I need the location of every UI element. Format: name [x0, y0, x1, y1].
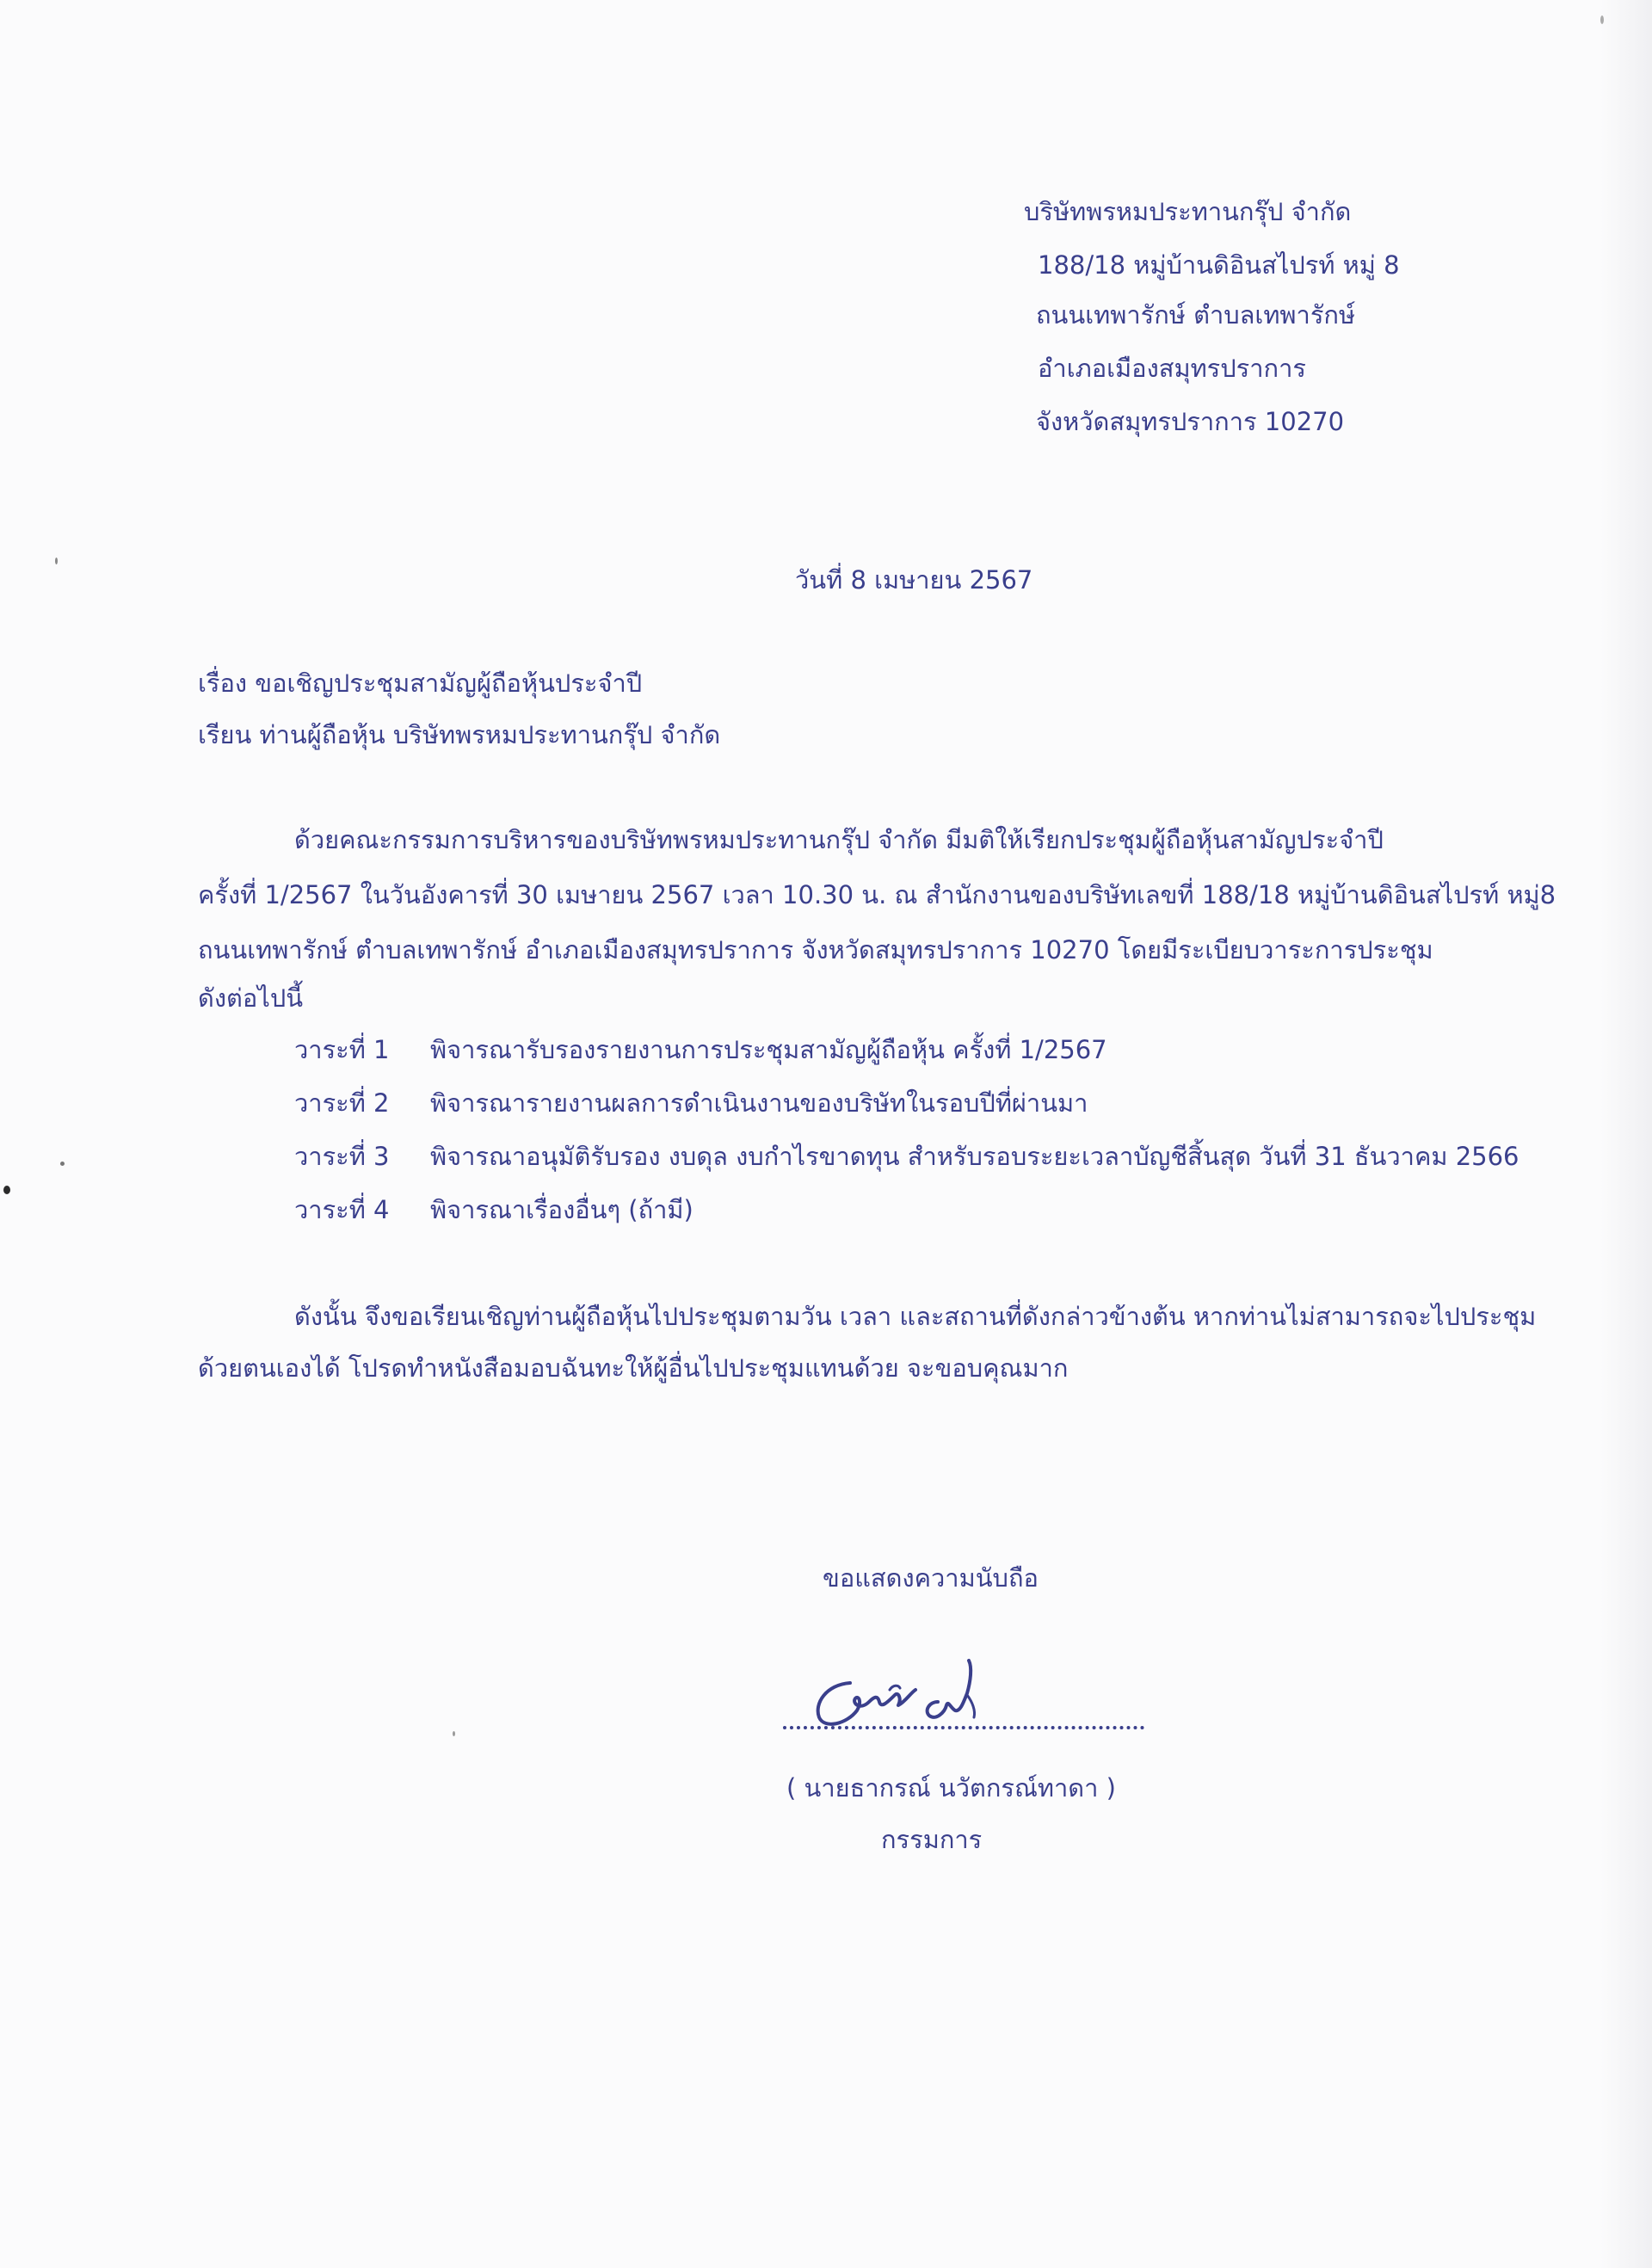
- letter-subject: เรื่อง ขอเชิญประชุมสามัญผู้ถือหุ้นประจำปี: [198, 669, 643, 698]
- closing-phrase: ขอแสดงความนับถือ: [823, 1563, 1039, 1593]
- sender-address-line-2: ถนนเทพารักษ์ ตำบลเทพารักษ์: [1036, 300, 1356, 330]
- letter-date: วันที่ 8 เมษายน 2567: [795, 565, 1033, 595]
- scan-speck: [1600, 15, 1604, 24]
- sender-address-line-1: 188/18 หมู่บ้านดิอินสไปรท์ หมู่ 8: [1038, 250, 1400, 280]
- body-paragraph-1-line-2: ครั้งที่ 1/2567 ในวันอังคารที่ 30 เมษายน 2567 เวลา 10.30 น. ณ สำนักงานของบริษัทเลขที่ 188/18 หมู่บ้านดิอินสไปรท์ หมู่8: [198, 880, 1556, 909]
- signature-line: [783, 1726, 1144, 1729]
- body-paragraph-1-line-4: ดังต่อไปนี้: [198, 983, 304, 1013]
- sender-company: บริษัทพรหมประทานกรุ๊ป จำกัด: [1024, 197, 1352, 226]
- agenda-item-text: พิจารณารับรองรายงานการประชุมสามัญผู้ถือหุ้น ครั้งที่ 1/2567: [430, 1035, 1107, 1064]
- agenda-item-number: วาระที่ 3: [294, 1142, 390, 1171]
- agenda-item-text: พิจารณารายงานผลการดำเนินงานของบริษัทในรอบปีที่ผ่านมา: [430, 1088, 1088, 1118]
- agenda-item-number: วาระที่ 1: [294, 1035, 390, 1064]
- body-paragraph-1-line-1: ด้วยคณะกรรมการบริหารของบริษัทพรหมประทานกรุ๊ป จำกัด มีมติให้เรียกประชุมผู้ถือหุ้นสามัญประจำปี: [294, 825, 1384, 854]
- body-paragraph-2-line-1: ดังนั้น จึงขอเรียนเชิญท่านผู้ถือหุ้นไปประชุมตามวัน เวลา และสถานที่ดังกล่าวข้างต้น หากท่านไม่สามารถจะไปประชุม: [294, 1302, 1537, 1331]
- scan-speck: [60, 1162, 65, 1166]
- agenda-item-number: วาระที่ 2: [294, 1088, 390, 1118]
- agenda-item-text: พิจารณาอนุมัติรับรอง งบดุล งบกำไรขาดทุน สำหรับรอบระยะเวลาบัญชีสิ้นสุด วันที่ 31 ธันวาคม 2566: [430, 1142, 1519, 1171]
- sender-address-line-3: อำเภอเมืองสมุทรปราการ: [1038, 354, 1306, 383]
- signatory-position: กรรมการ: [881, 1825, 983, 1854]
- scan-speck: [3, 1186, 10, 1194]
- signatory-name: ( นายธากรณ์ นวัตกรณ์ทาดา ): [786, 1773, 1116, 1803]
- sender-address-line-4: จังหวัดสมุทรปราการ 10270: [1036, 407, 1345, 436]
- handwritten-signature: [809, 1650, 1015, 1736]
- body-paragraph-1-line-3: ถนนเทพารักษ์ ตำบลเทพารักษ์ อำเภอเมืองสมุทรปราการ จังหวัดสมุทรปราการ 10270 โดยมีระเบียบวาระการประชุม: [198, 935, 1433, 965]
- letter-recipient: เรียน ท่านผู้ถือหุ้น บริษัทพรหมประทานกรุ๊ป จำกัด: [198, 720, 721, 749]
- scan-speck: [453, 1731, 455, 1736]
- scan-speck: [55, 558, 58, 564]
- body-paragraph-2-line-2: ด้วยตนเองได้ โปรดทำหนังสือมอบฉันทะให้ผู้อื่นไปประชุมแทนด้วย จะขอบคุณมาก: [198, 1353, 1069, 1383]
- agenda-item-text: พิจารณาเรื่องอื่นๆ (ถ้ามี): [430, 1195, 693, 1224]
- agenda-item-number: วาระที่ 4: [294, 1195, 390, 1224]
